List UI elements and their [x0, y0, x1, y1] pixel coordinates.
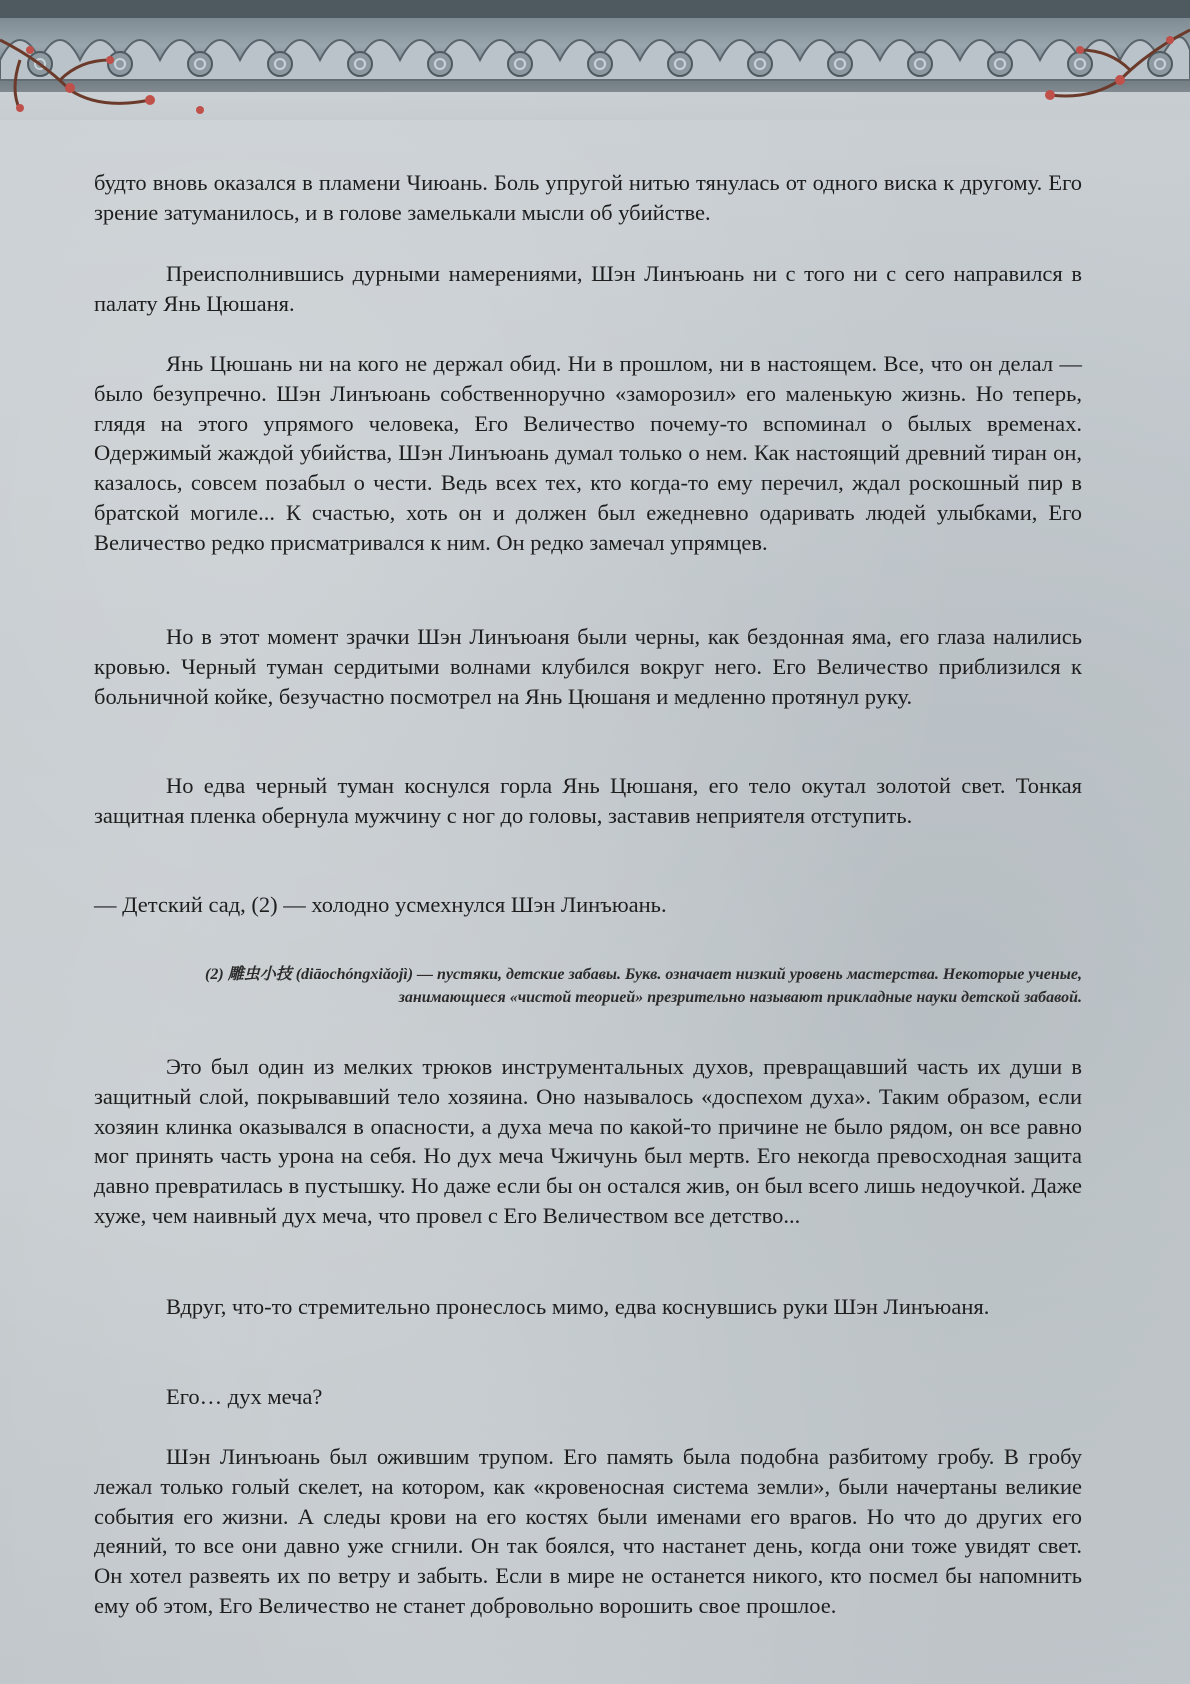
paragraph: Вдруг, что-то стремительно пронеслось мимо, едва коснувшись руки Шэн Линъюаня.: [166, 1294, 990, 1319]
paragraph: Но в этот момент зрачки Шэн Линъюаня были черны, как бездонная яма, его глаза налились кровью. Черный туман сердитыми волнами клубился вокруг него. Его Величество приблизился к больничной койке, безучастно посмотрел на Янь Цюшаня и медленно протянул руку.: [94, 624, 1082, 709]
paragraph: Янь Цюшань ни на кого не держал обид. Ни в прошлом, ни в настоящем. Все, что он делал — было безупречно. Шэн Линъюань собственноручно «заморозил» его маленькую жизнь. Но теперь, глядя на этого упрямого человека, Его Величество почему-то вспоминал о былых временах. Одержимый жаждой убийства, Шэн Линъюань думал только о нем. Как настоящий древний тиран он, казалось, совсем позабыл о чести. Ведь всех тех, кто когда-то ему перечил, ждал роскошный пир в братской могиле... К счастью, хоть он и должен был ежедневно одаривать людей улыбками, Его Величество редко присматривался к ним. Он редко замечал упрямцев.: [94, 351, 1082, 555]
paragraph: Его… дух меча?: [166, 1384, 323, 1409]
paragraph: Это был один из мелких трюков инструментальных духов, превращавший часть их души в защитный слой, покрывавший тело хозяина. Оно называлось «доспехом духа». Таким образом, если хозяин клинка оказывался в опасности, а духа меча по какой-то причине не было рядом, он все равно мог принять часть урона на себя. Но дух меча Чжичунь был мертв. Его некогда превосходная защита давно превратилась в пустышку. Но даже если бы он остался жив, он был всего лишь недоучкой. Даже хуже, чем наивный дух меча, что провел с Его Величеством все детство...: [94, 1054, 1082, 1228]
paragraph: будто вновь оказался в пламени Чиюань. Боль упругой нитью тянулась от одного виска к другому. Его зрение затуманилось, и в голове замелькали мысли об убийстве.: [94, 170, 1082, 225]
dialogue-line: — Детский сад, (2) — холодно усмехнулся Шэн Линъюань.: [94, 892, 667, 917]
roof-tiles-decoration: [0, 0, 1190, 120]
paragraph: Преисполнившись дурными намерениями, Шэн Линъюань ни с того ни с сего направился в палату Янь Цюшаня.: [94, 261, 1082, 316]
footnote: (2) 雕虫小技 (diāochóngxiǎojì) — пустяки, детские забавы. Букв. означает низкий уровень мастерства. Некоторые ученые, занимающиеся «чистой теорией» презрительно называют прикладные науки детской забавой.: [205, 966, 1082, 1006]
paragraph: Шэн Линъюань был ожившим трупом. Его память была подобна разбитому гробу. В гробу лежал только голый скелет, на котором, как «кровеносная система земли», были начертаны великие события его жизни. А следы крови на его костях были именами его врагов. Но что до других его деяний, то все они давно уже сгнили. Он так боялся, что настанет день, когда они тоже увидят свет. Он хотел развеять их по ветру и забыть. Если в мире не останется никого, кто посмел бы напомнить ему об этом, Его Величество не станет добровольно ворошить свое прошлое.: [94, 1444, 1082, 1618]
paragraph: Но едва черный туман коснулся горла Янь Цюшаня, его тело окутал золотой свет. Тонкая защитная пленка обернула мужчину с ног до головы, заставив неприятеля отступить.: [94, 773, 1082, 828]
